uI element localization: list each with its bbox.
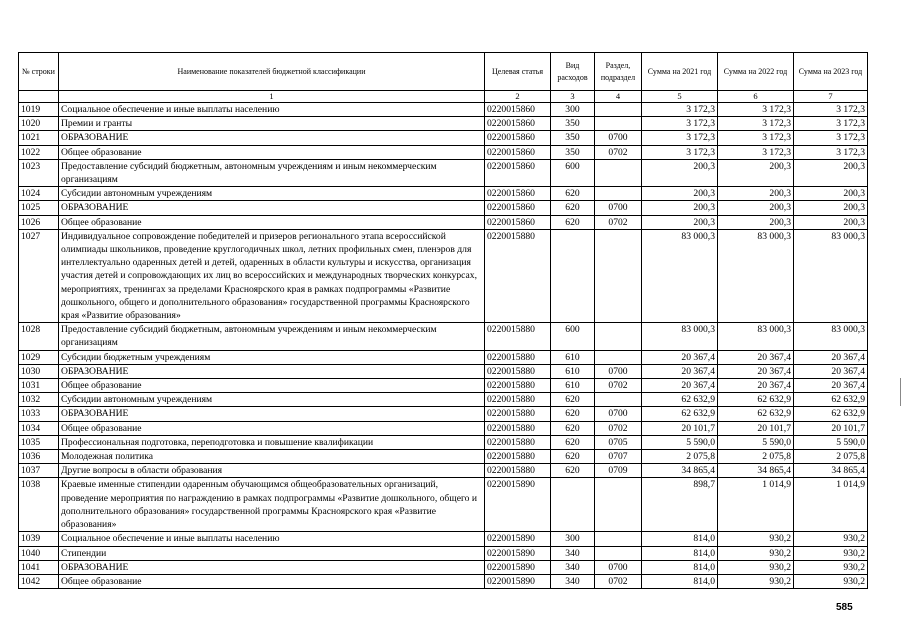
cell-target-code: 0220015860 bbox=[485, 131, 551, 145]
colnum-5: 5 bbox=[642, 91, 718, 103]
cell-expense-type: 340 bbox=[551, 574, 595, 588]
cell-name: Общее образование bbox=[59, 379, 485, 393]
cell-section: 0700 bbox=[595, 201, 642, 215]
cell-sum-2021: 3 172,3 bbox=[642, 131, 718, 145]
cell-target-code: 0220015880 bbox=[485, 464, 551, 478]
cell-sum-2021: 83 000,3 bbox=[642, 323, 718, 350]
cell-section bbox=[595, 532, 642, 546]
table-row bbox=[19, 229, 868, 322]
table-row bbox=[19, 407, 868, 421]
cell-name: Субсидии автономным учреждениям bbox=[59, 187, 485, 201]
cell-name: ОБРАЗОВАНИЕ bbox=[59, 364, 485, 378]
cell-name: Общее образование bbox=[59, 145, 485, 159]
cell-sum-2022: 2 075,8 bbox=[718, 450, 794, 464]
cell-target-code: 0220015880 bbox=[485, 364, 551, 378]
cell-expense-type: 610 bbox=[551, 364, 595, 378]
cell-sum-2022: 930,2 bbox=[718, 560, 794, 574]
page-number: 585 bbox=[836, 602, 853, 613]
cell-target-code: 0220015890 bbox=[485, 560, 551, 574]
cell-row-no: 1034 bbox=[19, 421, 59, 435]
cell-sum-2022: 83 000,3 bbox=[718, 323, 794, 350]
table-row bbox=[19, 364, 868, 378]
cell-sum-2023: 930,2 bbox=[794, 574, 868, 588]
cell-section: 0702 bbox=[595, 421, 642, 435]
table-row bbox=[19, 546, 868, 560]
header-sum-2022: Сумма на 2022 год bbox=[718, 53, 794, 91]
cell-sum-2023: 20 367,4 bbox=[794, 364, 868, 378]
cell-section bbox=[595, 159, 642, 186]
table-row bbox=[19, 350, 868, 364]
cell-expense-type: 620 bbox=[551, 393, 595, 407]
header-name: Наименование показателей бюджетной классификации bbox=[59, 53, 485, 91]
cell-sum-2023: 3 172,3 bbox=[794, 131, 868, 145]
cell-target-code: 0220015890 bbox=[485, 546, 551, 560]
cell-name: Субсидии бюджетным учреждениям bbox=[59, 350, 485, 364]
cell-target-code: 0220015860 bbox=[485, 103, 551, 117]
cell-sum-2021: 20 367,4 bbox=[642, 379, 718, 393]
cell-sum-2021: 200,3 bbox=[642, 215, 718, 229]
cell-sum-2022: 200,3 bbox=[718, 159, 794, 186]
cell-sum-2021: 814,0 bbox=[642, 560, 718, 574]
cell-row-no: 1039 bbox=[19, 532, 59, 546]
cell-name: Стипендии bbox=[59, 546, 485, 560]
cell-sum-2022: 3 172,3 bbox=[718, 117, 794, 131]
cell-name: Предоставление субсидий бюджетным, автономным учреждениям и иным некоммерческим организациям bbox=[59, 159, 485, 186]
cell-expense-type bbox=[551, 478, 595, 532]
cell-sum-2023: 930,2 bbox=[794, 546, 868, 560]
cell-row-no: 1023 bbox=[19, 159, 59, 186]
cell-target-code: 0220015880 bbox=[485, 450, 551, 464]
cell-row-no: 1022 bbox=[19, 145, 59, 159]
cell-expense-type: 300 bbox=[551, 103, 595, 117]
cell-target-code: 0220015880 bbox=[485, 379, 551, 393]
cell-row-no: 1025 bbox=[19, 201, 59, 215]
cell-target-code: 0220015890 bbox=[485, 478, 551, 532]
header-target: Целевая статья bbox=[485, 53, 551, 91]
cell-sum-2022: 62 632,9 bbox=[718, 407, 794, 421]
cell-section bbox=[595, 117, 642, 131]
cell-target-code: 0220015880 bbox=[485, 393, 551, 407]
cell-sum-2023: 20 367,4 bbox=[794, 350, 868, 364]
cell-sum-2023: 200,3 bbox=[794, 187, 868, 201]
cell-sum-2021: 814,0 bbox=[642, 546, 718, 560]
cell-expense-type: 620 bbox=[551, 187, 595, 201]
cell-section bbox=[595, 393, 642, 407]
cell-name: Общее образование bbox=[59, 574, 485, 588]
cell-name: ОБРАЗОВАНИЕ bbox=[59, 560, 485, 574]
cell-sum-2021: 3 172,3 bbox=[642, 145, 718, 159]
cell-expense-type: 300 bbox=[551, 532, 595, 546]
header-section: Раздел, подраздел bbox=[595, 53, 642, 91]
table-row bbox=[19, 464, 868, 478]
cell-target-code: 0220015860 bbox=[485, 145, 551, 159]
cell-sum-2023: 20 101,7 bbox=[794, 421, 868, 435]
cell-name: ОБРАЗОВАНИЕ bbox=[59, 407, 485, 421]
cell-section: 0700 bbox=[595, 407, 642, 421]
cell-sum-2022: 34 865,4 bbox=[718, 464, 794, 478]
cell-expense-type: 620 bbox=[551, 201, 595, 215]
cell-expense-type: 610 bbox=[551, 379, 595, 393]
cell-row-no: 1038 bbox=[19, 478, 59, 532]
cell-sum-2023: 62 632,9 bbox=[794, 393, 868, 407]
table-row bbox=[19, 478, 868, 532]
cell-sum-2023: 3 172,3 bbox=[794, 103, 868, 117]
colnum-3: 3 bbox=[551, 91, 595, 103]
cell-row-no: 1041 bbox=[19, 560, 59, 574]
cell-expense-type: 620 bbox=[551, 450, 595, 464]
colnum-1: 1 bbox=[59, 91, 485, 103]
cell-expense-type: 340 bbox=[551, 546, 595, 560]
cell-sum-2021: 83 000,3 bbox=[642, 229, 718, 322]
cell-name: Предоставление субсидий бюджетным, автономным учреждениям и иным некоммерческим организациям bbox=[59, 323, 485, 350]
header-sum-2021: Сумма на 2021 год bbox=[642, 53, 718, 91]
cell-expense-type: 620 bbox=[551, 407, 595, 421]
cell-section: 0702 bbox=[595, 379, 642, 393]
table-row bbox=[19, 560, 868, 574]
cell-sum-2021: 3 172,3 bbox=[642, 103, 718, 117]
table-row bbox=[19, 421, 868, 435]
cell-sum-2023: 200,3 bbox=[794, 159, 868, 186]
cell-sum-2023: 34 865,4 bbox=[794, 464, 868, 478]
cell-section bbox=[595, 187, 642, 201]
cell-section bbox=[595, 350, 642, 364]
table-row bbox=[19, 215, 868, 229]
cell-sum-2022: 83 000,3 bbox=[718, 229, 794, 322]
cell-row-no: 1037 bbox=[19, 464, 59, 478]
cell-sum-2022: 3 172,3 bbox=[718, 145, 794, 159]
cell-expense-type: 340 bbox=[551, 560, 595, 574]
colnum-6: 6 bbox=[718, 91, 794, 103]
cell-target-code: 0220015880 bbox=[485, 435, 551, 449]
cell-sum-2021: 814,0 bbox=[642, 574, 718, 588]
cell-sum-2023: 83 000,3 bbox=[794, 323, 868, 350]
cell-sum-2023: 5 590,0 bbox=[794, 435, 868, 449]
colnum-7: 7 bbox=[794, 91, 868, 103]
cell-section bbox=[595, 478, 642, 532]
cell-section: 0705 bbox=[595, 435, 642, 449]
cell-sum-2022: 1 014,9 bbox=[718, 478, 794, 532]
cell-sum-2023: 20 367,4 bbox=[794, 379, 868, 393]
cell-target-code: 0220015880 bbox=[485, 407, 551, 421]
cell-target-code: 0220015880 bbox=[485, 229, 551, 322]
cell-sum-2023: 1 014,9 bbox=[794, 478, 868, 532]
table-row bbox=[19, 532, 868, 546]
cell-row-no: 1024 bbox=[19, 187, 59, 201]
cell-name: ОБРАЗОВАНИЕ bbox=[59, 131, 485, 145]
table-row bbox=[19, 159, 868, 186]
cell-row-no: 1030 bbox=[19, 364, 59, 378]
cell-section: 0700 bbox=[595, 560, 642, 574]
cell-sum-2023: 3 172,3 bbox=[794, 145, 868, 159]
cell-sum-2023: 930,2 bbox=[794, 532, 868, 546]
cell-sum-2021: 200,3 bbox=[642, 201, 718, 215]
cell-sum-2021: 20 367,4 bbox=[642, 350, 718, 364]
table-row bbox=[19, 450, 868, 464]
cell-name: Общее образование bbox=[59, 421, 485, 435]
cell-section bbox=[595, 229, 642, 322]
cell-sum-2023: 83 000,3 bbox=[794, 229, 868, 322]
cell-expense-type: 620 bbox=[551, 464, 595, 478]
cell-name: Индивидуальное сопровождение победителей и призеров регионального этапа всероссийской олимпиады школьников, проведение круглогодичных школ, летних профильных смен, пленэров для интеллектуально одаренных детей и детей, одаренных в области культуры и искусства, организация участия детей и сопровождающих их лиц во всероссийских и международных творческих конкурсах, мероприятиях, тренингах за пределами Красноярского края в рамках подпрограммы «Развитие дошкольного, общего и дополнительного образования» государственной программы Красноярского края «Развитие образования» bbox=[59, 229, 485, 322]
cell-sum-2023: 200,3 bbox=[794, 215, 868, 229]
cell-expense-type: 620 bbox=[551, 215, 595, 229]
cell-sum-2022: 20 367,4 bbox=[718, 364, 794, 378]
cell-name: Премии и гранты bbox=[59, 117, 485, 131]
cell-expense-type: 350 bbox=[551, 145, 595, 159]
cell-expense-type: 350 bbox=[551, 117, 595, 131]
cell-section: 0702 bbox=[595, 215, 642, 229]
cell-row-no: 1042 bbox=[19, 574, 59, 588]
header-sum-2023: Сумма на 2023 год bbox=[794, 53, 868, 91]
cell-section: 0709 bbox=[595, 464, 642, 478]
cell-name: Другие вопросы в области образования bbox=[59, 464, 485, 478]
cell-sum-2022: 930,2 bbox=[718, 546, 794, 560]
scan-edge-mark bbox=[900, 378, 901, 406]
cell-sum-2021: 20 367,4 bbox=[642, 364, 718, 378]
cell-section bbox=[595, 103, 642, 117]
cell-sum-2022: 3 172,3 bbox=[718, 131, 794, 145]
colnum-2: 2 bbox=[485, 91, 551, 103]
cell-sum-2022: 200,3 bbox=[718, 215, 794, 229]
cell-row-no: 1031 bbox=[19, 379, 59, 393]
cell-target-code: 0220015890 bbox=[485, 574, 551, 588]
cell-expense-type: 610 bbox=[551, 350, 595, 364]
cell-sum-2023: 62 632,9 bbox=[794, 407, 868, 421]
header-expense-type: Вид расходов bbox=[551, 53, 595, 91]
cell-sum-2021: 62 632,9 bbox=[642, 393, 718, 407]
cell-target-code: 0220015880 bbox=[485, 323, 551, 350]
cell-sum-2021: 898,7 bbox=[642, 478, 718, 532]
cell-row-no: 1035 bbox=[19, 435, 59, 449]
cell-target-code: 0220015880 bbox=[485, 421, 551, 435]
cell-sum-2021: 3 172,3 bbox=[642, 117, 718, 131]
table-row bbox=[19, 145, 868, 159]
budget-table bbox=[18, 52, 868, 589]
cell-section: 0707 bbox=[595, 450, 642, 464]
cell-sum-2022: 200,3 bbox=[718, 187, 794, 201]
table-row bbox=[19, 393, 868, 407]
cell-expense-type: 350 bbox=[551, 131, 595, 145]
table-body bbox=[19, 103, 868, 589]
cell-sum-2021: 5 590,0 bbox=[642, 435, 718, 449]
cell-name: Краевые именные стипендии одаренным обучающимся общеобразовательных организаций, проведение мероприятия по награждению в рамках подпрограммы «Развитие дошкольного, общего и дополнительного образования» государственной программы Красноярского края «Развитие образования» bbox=[59, 478, 485, 532]
cell-expense-type: 620 bbox=[551, 421, 595, 435]
cell-sum-2022: 200,3 bbox=[718, 201, 794, 215]
cell-row-no: 1020 bbox=[19, 117, 59, 131]
cell-target-code: 0220015860 bbox=[485, 215, 551, 229]
cell-sum-2022: 930,2 bbox=[718, 574, 794, 588]
cell-expense-type: 600 bbox=[551, 159, 595, 186]
column-numbers-row bbox=[19, 91, 868, 103]
table-row bbox=[19, 187, 868, 201]
cell-section: 0702 bbox=[595, 145, 642, 159]
cell-sum-2023: 3 172,3 bbox=[794, 117, 868, 131]
table-row bbox=[19, 103, 868, 117]
cell-sum-2022: 5 590,0 bbox=[718, 435, 794, 449]
cell-target-code: 0220015860 bbox=[485, 187, 551, 201]
cell-sum-2022: 62 632,9 bbox=[718, 393, 794, 407]
table-row bbox=[19, 379, 868, 393]
table-row bbox=[19, 435, 868, 449]
cell-name: Общее образование bbox=[59, 215, 485, 229]
cell-row-no: 1029 bbox=[19, 350, 59, 364]
table-row bbox=[19, 323, 868, 350]
cell-name: Социальное обеспечение и иные выплаты населению bbox=[59, 103, 485, 117]
table-header-row bbox=[19, 53, 868, 91]
cell-target-code: 0220015890 bbox=[485, 532, 551, 546]
cell-sum-2021: 34 865,4 bbox=[642, 464, 718, 478]
cell-target-code: 0220015860 bbox=[485, 201, 551, 215]
table-row bbox=[19, 574, 868, 588]
cell-name: Социальное обеспечение и иные выплаты населению bbox=[59, 532, 485, 546]
cell-sum-2022: 20 367,4 bbox=[718, 379, 794, 393]
cell-name: Молодежная политика bbox=[59, 450, 485, 464]
cell-expense-type: 600 bbox=[551, 323, 595, 350]
colnum-0 bbox=[19, 91, 59, 103]
cell-sum-2022: 20 101,7 bbox=[718, 421, 794, 435]
cell-sum-2022: 3 172,3 bbox=[718, 103, 794, 117]
cell-row-no: 1036 bbox=[19, 450, 59, 464]
cell-section: 0700 bbox=[595, 131, 642, 145]
cell-row-no: 1040 bbox=[19, 546, 59, 560]
table-row bbox=[19, 117, 868, 131]
cell-sum-2021: 62 632,9 bbox=[642, 407, 718, 421]
cell-row-no: 1026 bbox=[19, 215, 59, 229]
header-row-no: № строки bbox=[19, 53, 59, 91]
cell-sum-2021: 200,3 bbox=[642, 187, 718, 201]
cell-expense-type: 620 bbox=[551, 435, 595, 449]
cell-section: 0702 bbox=[595, 574, 642, 588]
table-row bbox=[19, 201, 868, 215]
cell-sum-2023: 930,2 bbox=[794, 560, 868, 574]
cell-row-no: 1032 bbox=[19, 393, 59, 407]
colnum-4: 4 bbox=[595, 91, 642, 103]
cell-name: ОБРАЗОВАНИЕ bbox=[59, 201, 485, 215]
cell-row-no: 1021 bbox=[19, 131, 59, 145]
cell-sum-2021: 20 101,7 bbox=[642, 421, 718, 435]
cell-sum-2023: 200,3 bbox=[794, 201, 868, 215]
cell-expense-type bbox=[551, 229, 595, 322]
cell-section bbox=[595, 323, 642, 350]
cell-name: Профессиональная подготовка, переподготовка и повышение квалификации bbox=[59, 435, 485, 449]
table-row bbox=[19, 131, 868, 145]
cell-section: 0700 bbox=[595, 364, 642, 378]
cell-row-no: 1033 bbox=[19, 407, 59, 421]
cell-row-no: 1019 bbox=[19, 103, 59, 117]
cell-section bbox=[595, 546, 642, 560]
cell-row-no: 1028 bbox=[19, 323, 59, 350]
cell-sum-2023: 2 075,8 bbox=[794, 450, 868, 464]
cell-target-code: 0220015880 bbox=[485, 350, 551, 364]
cell-sum-2022: 930,2 bbox=[718, 532, 794, 546]
cell-sum-2022: 20 367,4 bbox=[718, 350, 794, 364]
cell-sum-2021: 200,3 bbox=[642, 159, 718, 186]
cell-target-code: 0220015860 bbox=[485, 117, 551, 131]
cell-name: Субсидии автономным учреждениям bbox=[59, 393, 485, 407]
cell-row-no: 1027 bbox=[19, 229, 59, 322]
cell-sum-2021: 2 075,8 bbox=[642, 450, 718, 464]
cell-target-code: 0220015860 bbox=[485, 159, 551, 186]
cell-sum-2021: 814,0 bbox=[642, 532, 718, 546]
